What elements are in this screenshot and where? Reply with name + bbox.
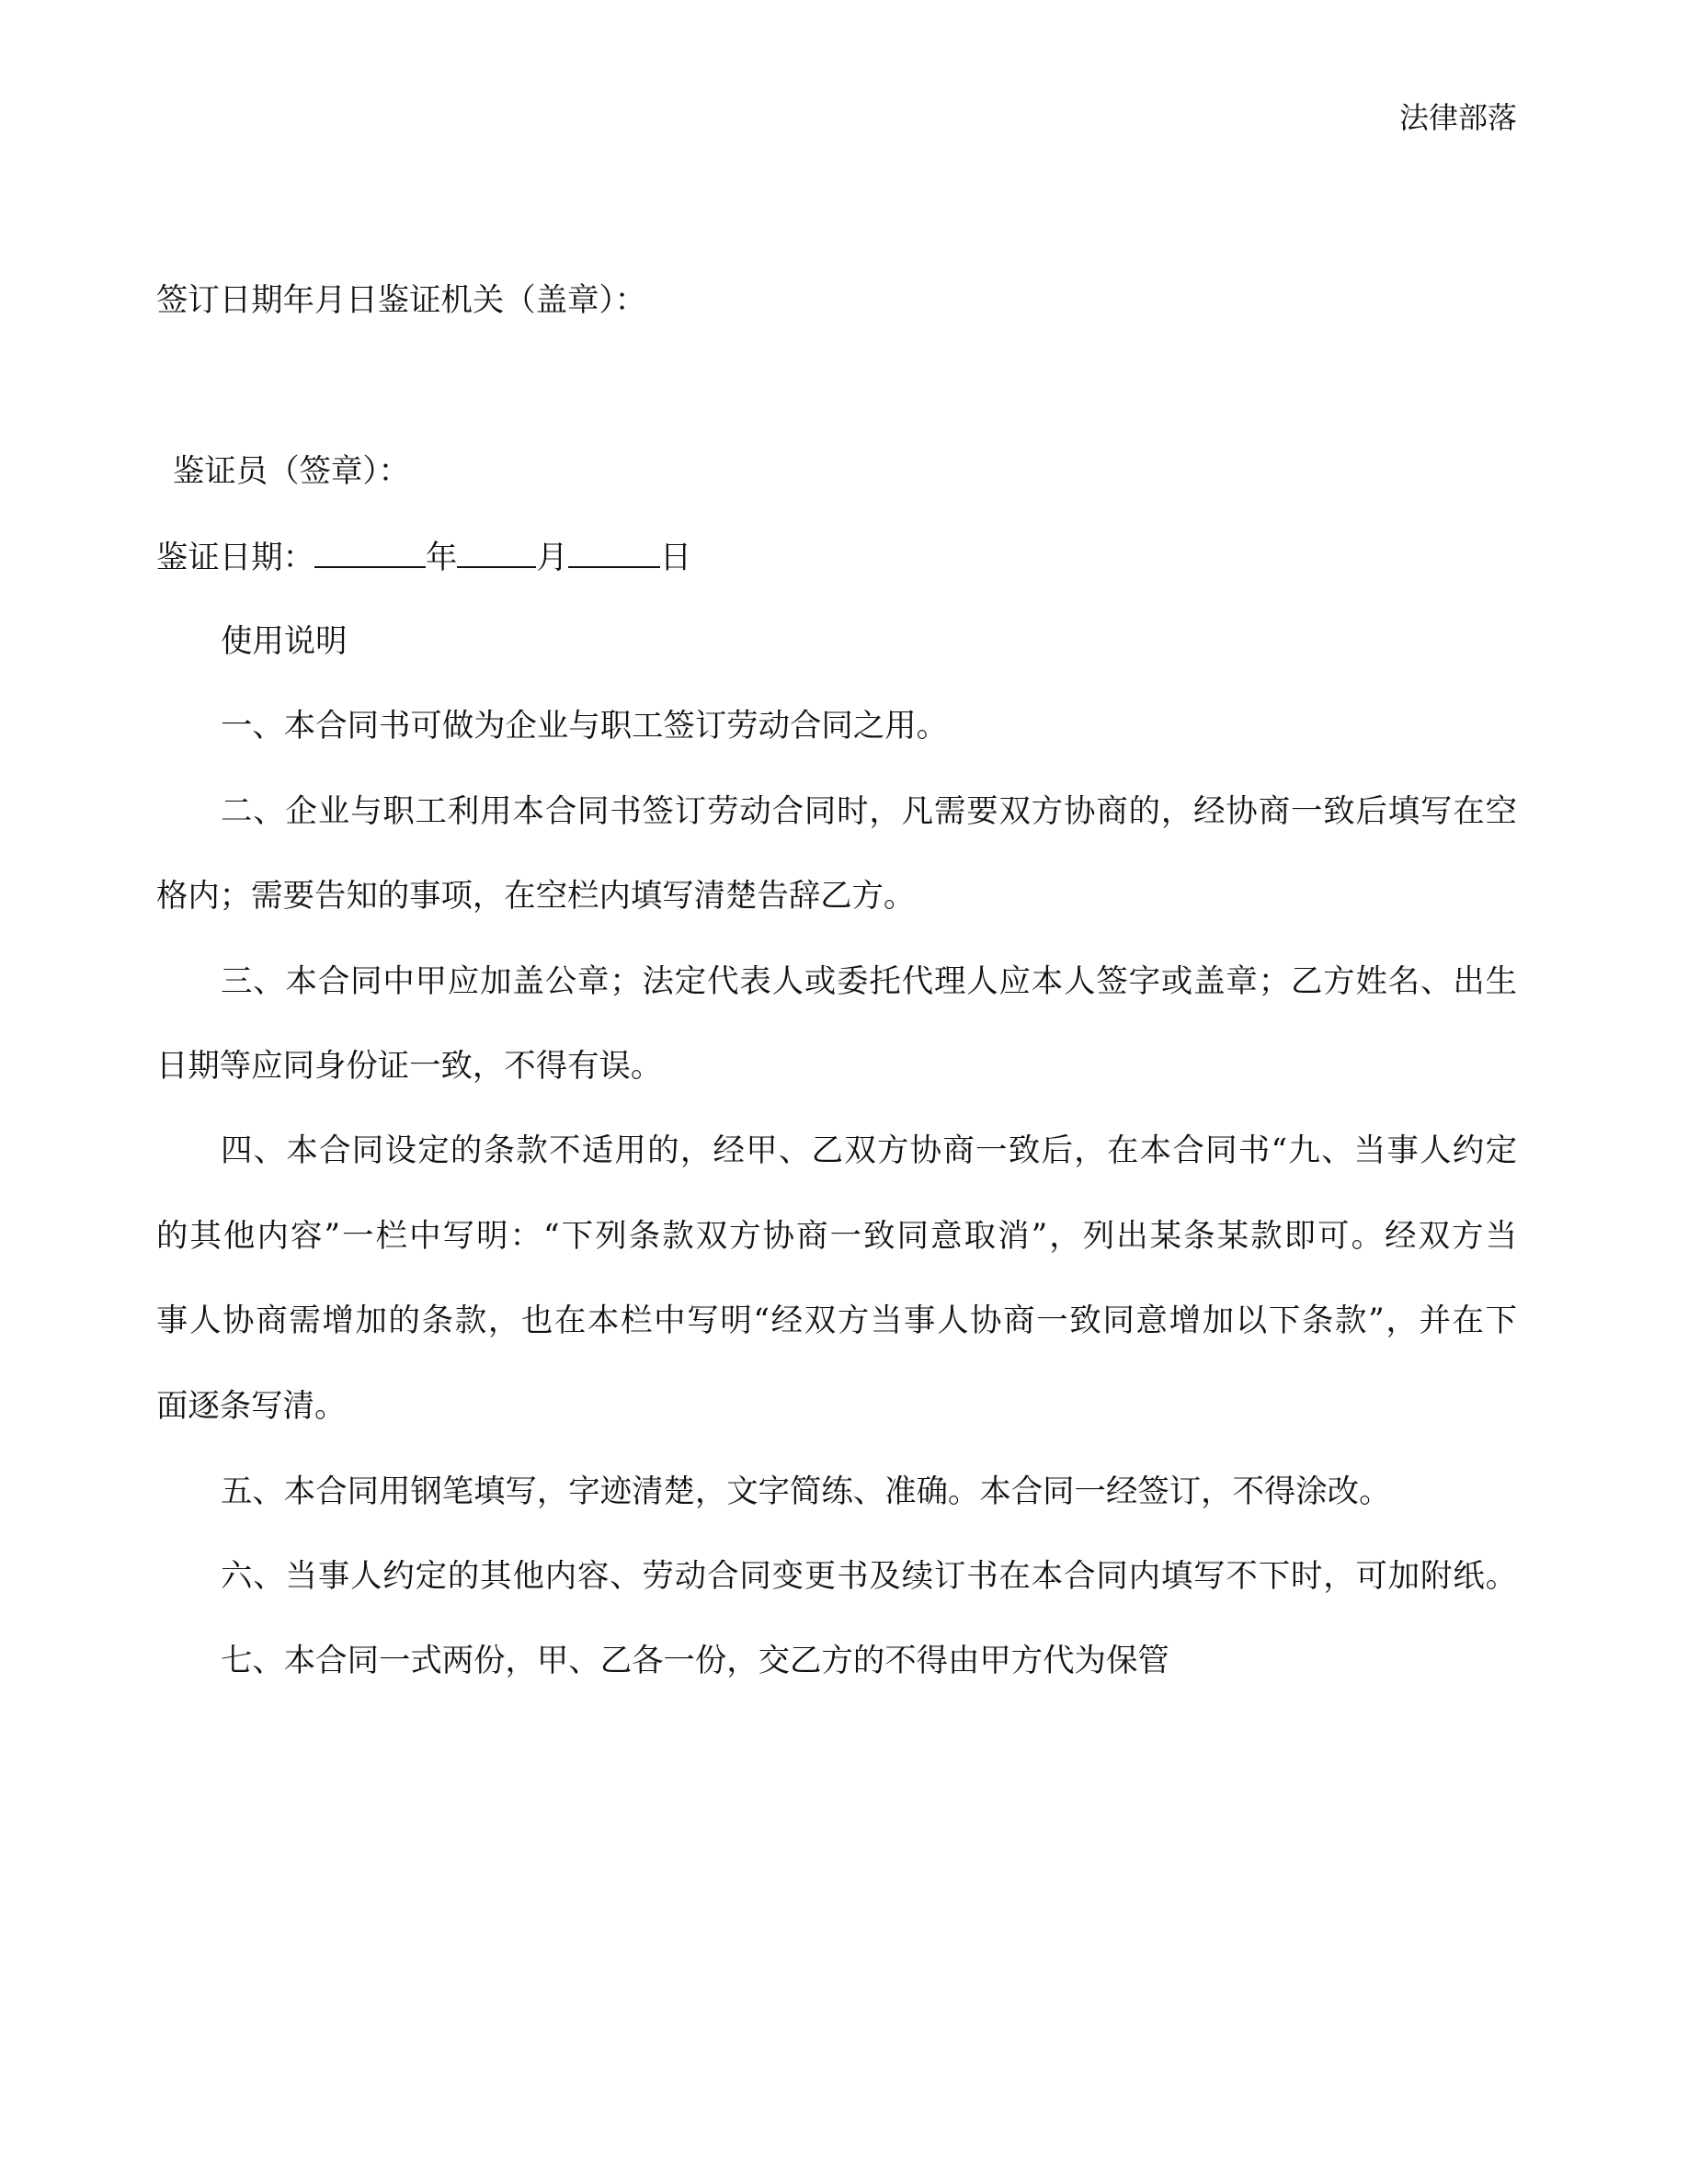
- paragraph-line: 四、本合同设定的条款不适用的，经甲、乙双方协商一致后，在本合同书“九、当事人约定: [221, 1132, 1517, 1169]
- paragraph-line: 的其他内容”一栏中写明：“下列条款双方协商一致同意取消”，列出某条某款即可。经双方当: [156, 1218, 1517, 1255]
- paragraph-line: 七、本合同一式两份，甲、乙各一份，交乙方的不得由甲方代为保管: [221, 1643, 1169, 1679]
- paragraph-line: 事人协商需增加的条款，也在本栏中写明“经双方当事人协商一致同意增加以下条款”，并在下: [156, 1302, 1517, 1339]
- paragraph-line: 六、当事人约定的其他内容、劳动合同变更书及续订书在本合同内填写不下时，可加附纸。: [221, 1558, 1517, 1595]
- month-blank[interactable]: [457, 539, 536, 568]
- day-label: 日: [659, 540, 692, 576]
- verify-date-line: [156, 539, 1517, 575]
- paragraph-line: 日期等应同身份证一致，不得有误。: [156, 1048, 663, 1085]
- paragraph-line: 一、本合同书可做为企业与职工签订劳动合同之用。: [221, 708, 948, 745]
- paragraph-line: 面逐条写清。: [156, 1388, 347, 1425]
- paragraph-line: 格内；需要告知的事项，在空栏内填写清楚告辞乙方。: [156, 878, 916, 915]
- paragraph-line: 五、本合同用钢笔填写，字迹清楚，文字简练、准确。本合同一经签订，不得涂改。: [221, 1473, 1391, 1510]
- instructions-title: 使用说明: [221, 623, 348, 660]
- paragraph-line: 三、本合同中甲应加盖公章；法定代表人或委托代理人应本人签字或盖章；乙方姓名、出生: [221, 963, 1517, 1000]
- paragraph-line: 二、企业与职工利用本合同书签订劳动合同时，凡需要双方协商的，经协商一致后填写在空: [221, 793, 1517, 830]
- header-brand: 法律部落: [1398, 100, 1517, 135]
- day-blank[interactable]: [568, 539, 660, 568]
- sign-date-line: 签订日期年月日鉴证机关（盖章）：: [156, 282, 647, 319]
- month-label: 月: [536, 540, 568, 576]
- verify-date-label: 鉴证日期：: [156, 540, 314, 576]
- year-label: 年: [425, 540, 458, 576]
- year-blank[interactable]: [314, 539, 426, 568]
- verifier-line: 鉴证员（签章）：: [173, 453, 410, 490]
